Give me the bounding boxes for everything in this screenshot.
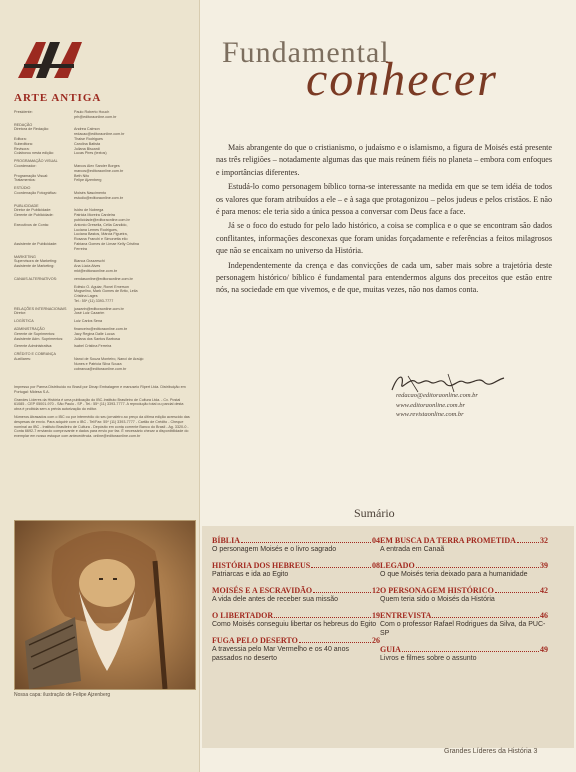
staff-role xyxy=(14,196,74,201)
staff-role: Auxiliares: xyxy=(14,357,32,362)
sumario-entry-header xyxy=(380,536,548,545)
staff-role: Subeditora: xyxy=(14,141,33,146)
dot-leader xyxy=(313,592,371,593)
staff-name: Tel.: 55* (11) 3393-7777 xyxy=(74,298,114,303)
intro-paragraph: Já se o foco do estudo for pelo lado histórico, a coisa se complica e o que se encontram são dados conflitantes, informações desconexas que foram unidas forçadamente e referências a feitos milagrosos que não se encaixam no universo da História. xyxy=(216,221,552,256)
staff-row xyxy=(14,269,192,274)
staff-name: Patricia Moreira Cardeira xyxy=(74,213,115,218)
staff-name: prh@editoraonline.com.br xyxy=(74,114,117,119)
page-footer: Grandes Líderes da História 3 xyxy=(444,748,538,755)
sumario-entry-desc: Quem teria sido o Moisés da História xyxy=(380,596,495,603)
intro-paragraph: Independentemente da crença e das convicções de cada um, saber mais sobre a trajetória deste personagem histórico/ bíblico é fundamental para entendermos alguns dos preceitos que estão entre nós, na sociedade em que vivemos, e de que, muitas vezes, não nos damos conta. xyxy=(216,260,552,295)
sumario-entry-page: 08 xyxy=(372,561,380,570)
staff-row xyxy=(14,178,192,183)
staff-name: cobranca@editoraonline.com.br xyxy=(74,366,127,371)
staff-name: Carolina Batista xyxy=(74,141,101,146)
sumario-entry[interactable] xyxy=(380,645,548,663)
staff-role: Supervisora de Marketing: xyxy=(14,259,58,264)
sumario-entry-desc: A vida dele antes de receber sua missão xyxy=(212,596,339,603)
staff-name: vendasonline@editoraonline.com.br xyxy=(74,276,133,281)
staff-role: Assistente Adm. Suprimentos: xyxy=(14,336,64,341)
intro-text xyxy=(216,142,552,299)
cover-illustration xyxy=(14,520,196,690)
staff-group xyxy=(14,277,192,282)
staff-role: Gerente de Suprimentos: xyxy=(14,331,56,336)
dot-leader xyxy=(517,542,539,543)
staff-group xyxy=(14,344,192,349)
staff-role xyxy=(14,269,74,274)
staff-role xyxy=(14,367,74,372)
staff-role: Programação Visual: xyxy=(14,173,49,178)
staff-role: PUBLICIDADE xyxy=(14,203,39,208)
staff-row xyxy=(14,337,192,342)
heading-main: conhecer xyxy=(306,53,498,106)
sumario-box xyxy=(202,526,574,748)
staff-name: Nunes e Patricia Silva Souza xyxy=(74,361,122,366)
staff-row xyxy=(14,277,192,282)
staff-group xyxy=(14,123,192,157)
sumario-entry[interactable] xyxy=(212,636,380,663)
heading-top: Fundamental xyxy=(222,36,390,69)
staff-role: REDAÇÃO xyxy=(14,122,33,127)
staff-role: MARKETING xyxy=(14,254,36,259)
staff-name: Marcos Alex Sander Borges xyxy=(74,163,120,168)
staff-name: estudio@editoraonline.com.br xyxy=(74,195,124,200)
staff-group xyxy=(14,352,192,371)
sidebar xyxy=(0,0,200,772)
sumario-entry-title: LEGADO xyxy=(380,561,415,570)
staff-name: financeiro@editoraonline.com.br xyxy=(74,327,128,332)
staff-role: PROGRAMAÇÃO VISUAL xyxy=(14,159,58,164)
dot-leader xyxy=(402,651,539,652)
intro-paragraph: Mais abrangente do que o cristianismo, o judaísmo e o islamismo, a figura de Moisés está presente nas três religiões – notadamente algumas das que mais reúnem fiéis no planeta – embora com enfoques e importâncias diferentes. xyxy=(216,143,552,177)
staff-name: Jacy Regina Dalle Lucca xyxy=(74,331,115,336)
staff-name: Luciana Lemes Rodrigues, xyxy=(74,227,118,232)
contact-email[interactable]: redacao@editoraonline.com.br xyxy=(396,392,478,399)
staff-row xyxy=(14,344,192,349)
staff-role: LOGÍSTICA xyxy=(14,319,34,324)
staff-role: ADMINISTRAÇÃO xyxy=(14,327,45,332)
staff-row xyxy=(14,196,192,201)
staff-role: Revisora: xyxy=(14,146,30,151)
contact-list xyxy=(396,391,478,420)
staff-name: Paulo Roberto Houch xyxy=(74,110,110,114)
sumario-entry-header xyxy=(212,536,380,545)
staff-role: CRÉDITO E COBRANÇA xyxy=(14,352,56,357)
staff-name: Cristina Lages xyxy=(74,294,98,299)
staff-role: Gerente de Publicidade: xyxy=(14,213,54,218)
sumario-entry-title: FUGA PELO DESERTO xyxy=(212,636,298,645)
staff-name: Antonio Greselia, Célia Candido, xyxy=(74,222,128,227)
staff-group xyxy=(14,319,192,324)
sumario-entry-header xyxy=(380,561,548,570)
staff-group xyxy=(14,204,192,252)
sumario-entry-page: 46 xyxy=(540,611,548,620)
staff-role: Coordenador: xyxy=(14,163,37,168)
sumario-entry-header xyxy=(212,586,380,595)
staff-role: Coordenação Fotográfica: xyxy=(14,190,57,195)
staff-name: marcos@editoraonline.com.br xyxy=(74,168,124,173)
sumario-entry-title: BÍBLIA xyxy=(212,536,241,545)
staff-role: Presidente: xyxy=(14,110,33,114)
staff-name: Andrea Calmon xyxy=(74,127,100,132)
brand-name: ARTE ANTIGA xyxy=(14,92,102,104)
staff-role: Diretor: xyxy=(14,311,27,316)
staff-name: Nanci de Souza Monteiro, Nanci de Araújo xyxy=(74,357,144,362)
contact-site[interactable]: www.revistaonline.com.br xyxy=(396,411,464,418)
dot-leader xyxy=(241,542,371,543)
intro-paragraph: Estudá-lo como personagem bíblico torna-se interessante na medida em que se tem idéia de todos os valores que foram atribuídos a ele – e à saga que protagonizou – pelos judeus e pelos cristãos. E não é para menos: ele teria sido a única pessoa a conversar com Deus face a face. xyxy=(216,182,552,217)
staff-name: Beth Nito xyxy=(74,173,90,178)
staff-group xyxy=(14,327,192,341)
staff-row xyxy=(14,319,192,324)
sumario-entry-header xyxy=(380,611,548,620)
staff-list xyxy=(14,110,192,374)
sumario-entry-page: 12 xyxy=(372,586,380,595)
sumario-entry-title: ENTREVISTA xyxy=(380,611,432,620)
staff-name: Bianca Grazzeschi xyxy=(74,259,105,264)
sumario-entry[interactable] xyxy=(380,536,548,554)
cover-caption: Nossa capa: ilustração de Felipe Ajzenberg xyxy=(14,692,111,698)
sumario-column-left xyxy=(212,536,380,670)
staff-name: Rosana Franchi e Simonetta elio xyxy=(74,237,128,242)
staff-row xyxy=(14,115,192,120)
dot-leader xyxy=(416,567,539,568)
dot-leader xyxy=(495,592,539,593)
sumario-entry-header xyxy=(380,645,548,654)
staff-name: Edésio O. Aguiar, Ronei Emerson xyxy=(74,284,129,289)
staff-row xyxy=(14,151,192,156)
staff-role xyxy=(14,115,74,120)
imprint-paragraph: Impresso por Parma Distribuído no Brasil por Dinap Embalagem e manuseio Ripert Ltda. Distribuição em Portugal: Midesa S.A. xyxy=(14,385,186,394)
arte-antiga-logo-icon xyxy=(14,40,94,80)
staff-role: Assistente de Marketing: xyxy=(14,264,55,269)
staff-group xyxy=(14,255,192,274)
staff-group xyxy=(14,307,192,317)
sumario-entry[interactable] xyxy=(212,536,380,554)
staff-role: Tratamentos: xyxy=(14,178,36,183)
staff-group xyxy=(14,110,192,120)
staff-name: Ferreira xyxy=(74,246,87,251)
staff-name: José Luiz Cazarim xyxy=(74,311,105,316)
sumario-entry-page: 39 xyxy=(540,561,548,570)
sumario-entry[interactable] xyxy=(380,611,548,638)
sumario-entry-header xyxy=(212,611,380,620)
staff-name: Moisés Nascimento xyxy=(74,190,107,195)
sumario-entry-desc: O personagem Moisés e o livro sagrado xyxy=(212,546,337,553)
sumario-entry-title: MOISÉS E A ESCRAVIDÃO xyxy=(212,586,313,595)
sumario-title: Sumário xyxy=(354,506,395,520)
staff-role xyxy=(14,299,74,304)
staff-name: Ana Lúcia Alves xyxy=(74,264,101,269)
staff-name: Isidro de Nobrega xyxy=(74,208,104,213)
staff-name: Isabel Cristina Ferreira xyxy=(74,344,112,349)
sumario-entry[interactable] xyxy=(380,561,548,579)
sumario-entry[interactable] xyxy=(212,611,380,629)
sumario-entry-page: 32 xyxy=(540,536,548,545)
imprint-notes xyxy=(14,385,190,442)
staff-role: CANAIS ALTERNATIVOS: xyxy=(14,276,58,281)
sumario-entry[interactable] xyxy=(212,586,380,604)
sumario-entry[interactable] xyxy=(212,561,380,579)
staff-name: Thaise Rodrigues xyxy=(74,136,103,141)
sumario-entry-header xyxy=(212,636,380,645)
sumario-entry-desc: Como Moisés conseguiu libertar os hebreus do Egito xyxy=(212,621,377,628)
sumario-entry-desc: Livros e filmes sobre o assunto xyxy=(380,655,477,662)
staff-row xyxy=(14,247,192,252)
staff-group xyxy=(14,285,192,304)
staff-name: publicidade@editoraonline.com.br xyxy=(74,217,130,222)
moses-illustration-icon xyxy=(15,521,195,689)
staff-role: ESTÚDIO xyxy=(14,186,31,191)
sumario-entry-page: 26 xyxy=(372,636,380,645)
staff-name: Fabiana Gomes de Limae Kelly Cristina xyxy=(74,241,139,246)
staff-name: Juliana Biscardi xyxy=(74,146,100,151)
sumario-entry-desc: Com o professor Rafael Rodrigues da Silva, da PUC-SP xyxy=(380,621,546,637)
sumario-entry[interactable] xyxy=(380,586,548,604)
staff-role xyxy=(14,247,74,252)
staff-name: Felipe Ajzenberg xyxy=(74,178,102,183)
sumario-entry-title: O LIBERTADOR xyxy=(212,611,274,620)
staff-name: Luiz Carlos Sena xyxy=(74,319,103,324)
staff-row xyxy=(14,311,192,316)
staff-name: jcazarin@editoraonline.com.br xyxy=(74,306,124,311)
staff-name: mkt@editoraonline.com.br xyxy=(74,268,118,273)
staff-group xyxy=(14,186,192,200)
sumario-entry-title: HISTÓRIA DOS HEBREUS xyxy=(212,561,311,570)
dot-leader xyxy=(432,617,539,618)
sumario-entry-title: O PERSONAGEM HISTÓRICO xyxy=(380,586,494,595)
staff-name: Lucas Pires (textos) xyxy=(74,151,107,156)
staff-role: Assistente de Publicidade: xyxy=(14,241,58,246)
dot-leader xyxy=(311,567,371,568)
sumario-entry-desc: O que Moisés teria deixado para a humanidade xyxy=(380,571,528,578)
sumario-entry-page: 04 xyxy=(372,536,380,545)
sumario-entry-page: 42 xyxy=(540,586,548,595)
staff-role: Gerente Administrativa: xyxy=(14,344,53,349)
sumario-entry-page: 19 xyxy=(372,611,380,620)
sumario-entry-header xyxy=(212,561,380,570)
sumario-column-right xyxy=(380,536,548,670)
staff-role: RELAÇÕES INTERNACIONAIS xyxy=(14,306,67,311)
sumario-entry-header xyxy=(380,586,548,595)
dot-leader xyxy=(274,617,371,618)
sumario-entry-page: 49 xyxy=(540,645,548,654)
staff-role: Executivos de Conta: xyxy=(14,222,49,227)
staff-role: Diretor de Publicidade: xyxy=(14,208,52,213)
imprint-paragraph: Grandes Líderes da História é uma publicação do IBC-Instituto Brasileiro de Cultura Ltda. - Cx. Postal 61085 - CEP 05001-970 - São Paulo - SP - Tel.: 55* (11) 3393-7777. A reprodução total ou parcial desta obra é proibida sem a prévia autorização do editor. xyxy=(14,397,184,412)
sumario-entry-desc: A entrada em Canaã xyxy=(380,546,445,553)
sumario-entry-desc: A travessia pelo Mar Vermelho e os 40 anos passados no deserto xyxy=(212,646,349,662)
staff-name: Luciana Bastos, Márcia Figueira, xyxy=(74,232,128,237)
staff-row xyxy=(14,367,192,372)
staff-role: Colaborou nesta edição: xyxy=(14,151,54,156)
staff-role: Editora: xyxy=(14,136,27,141)
staff-name: Mogselino, Mark Gomes de Brito, Leila xyxy=(74,289,138,294)
sumario-entry-title: EM BUSCA DA TERRA PROMETIDA xyxy=(380,536,516,545)
staff-name: redacao@editoraonline.com.br xyxy=(74,132,125,137)
staff-role: Diretora de Redação: xyxy=(14,127,50,132)
dot-leader xyxy=(299,642,371,643)
staff-name: Juliana dos Santos Barbosa xyxy=(74,336,120,341)
imprint-paragraph: Números Atrasados com o IBC ou por intermédio do seu jornaleiro ao preço da última edição acrescido das despesas de envio. Para adquirir com o IBC - Tel/Fax: 55* (11) 3393-7777 - Cartão de Crédito - Cheque nominal ao IBC - Instituto Brasileiro de Cultura - Depósito em conta corrente Banco do Brasil - Ag. 3320-0 - Conta 6692-7 enviando comprovante e dados para envio por fax. É necessário checar a disponibilidade do exemplar em nosso estoque com antecedência. online@editoraonline.com.br xyxy=(14,414,190,439)
staff-row xyxy=(14,299,192,304)
contact-site[interactable]: www.editoraonline.com.br xyxy=(396,401,466,409)
sumario-entry-desc: Patriarcas e ida ao Egito xyxy=(212,571,289,578)
staff-group xyxy=(14,159,192,183)
sumario-entry-title: GUIA xyxy=(380,645,401,654)
